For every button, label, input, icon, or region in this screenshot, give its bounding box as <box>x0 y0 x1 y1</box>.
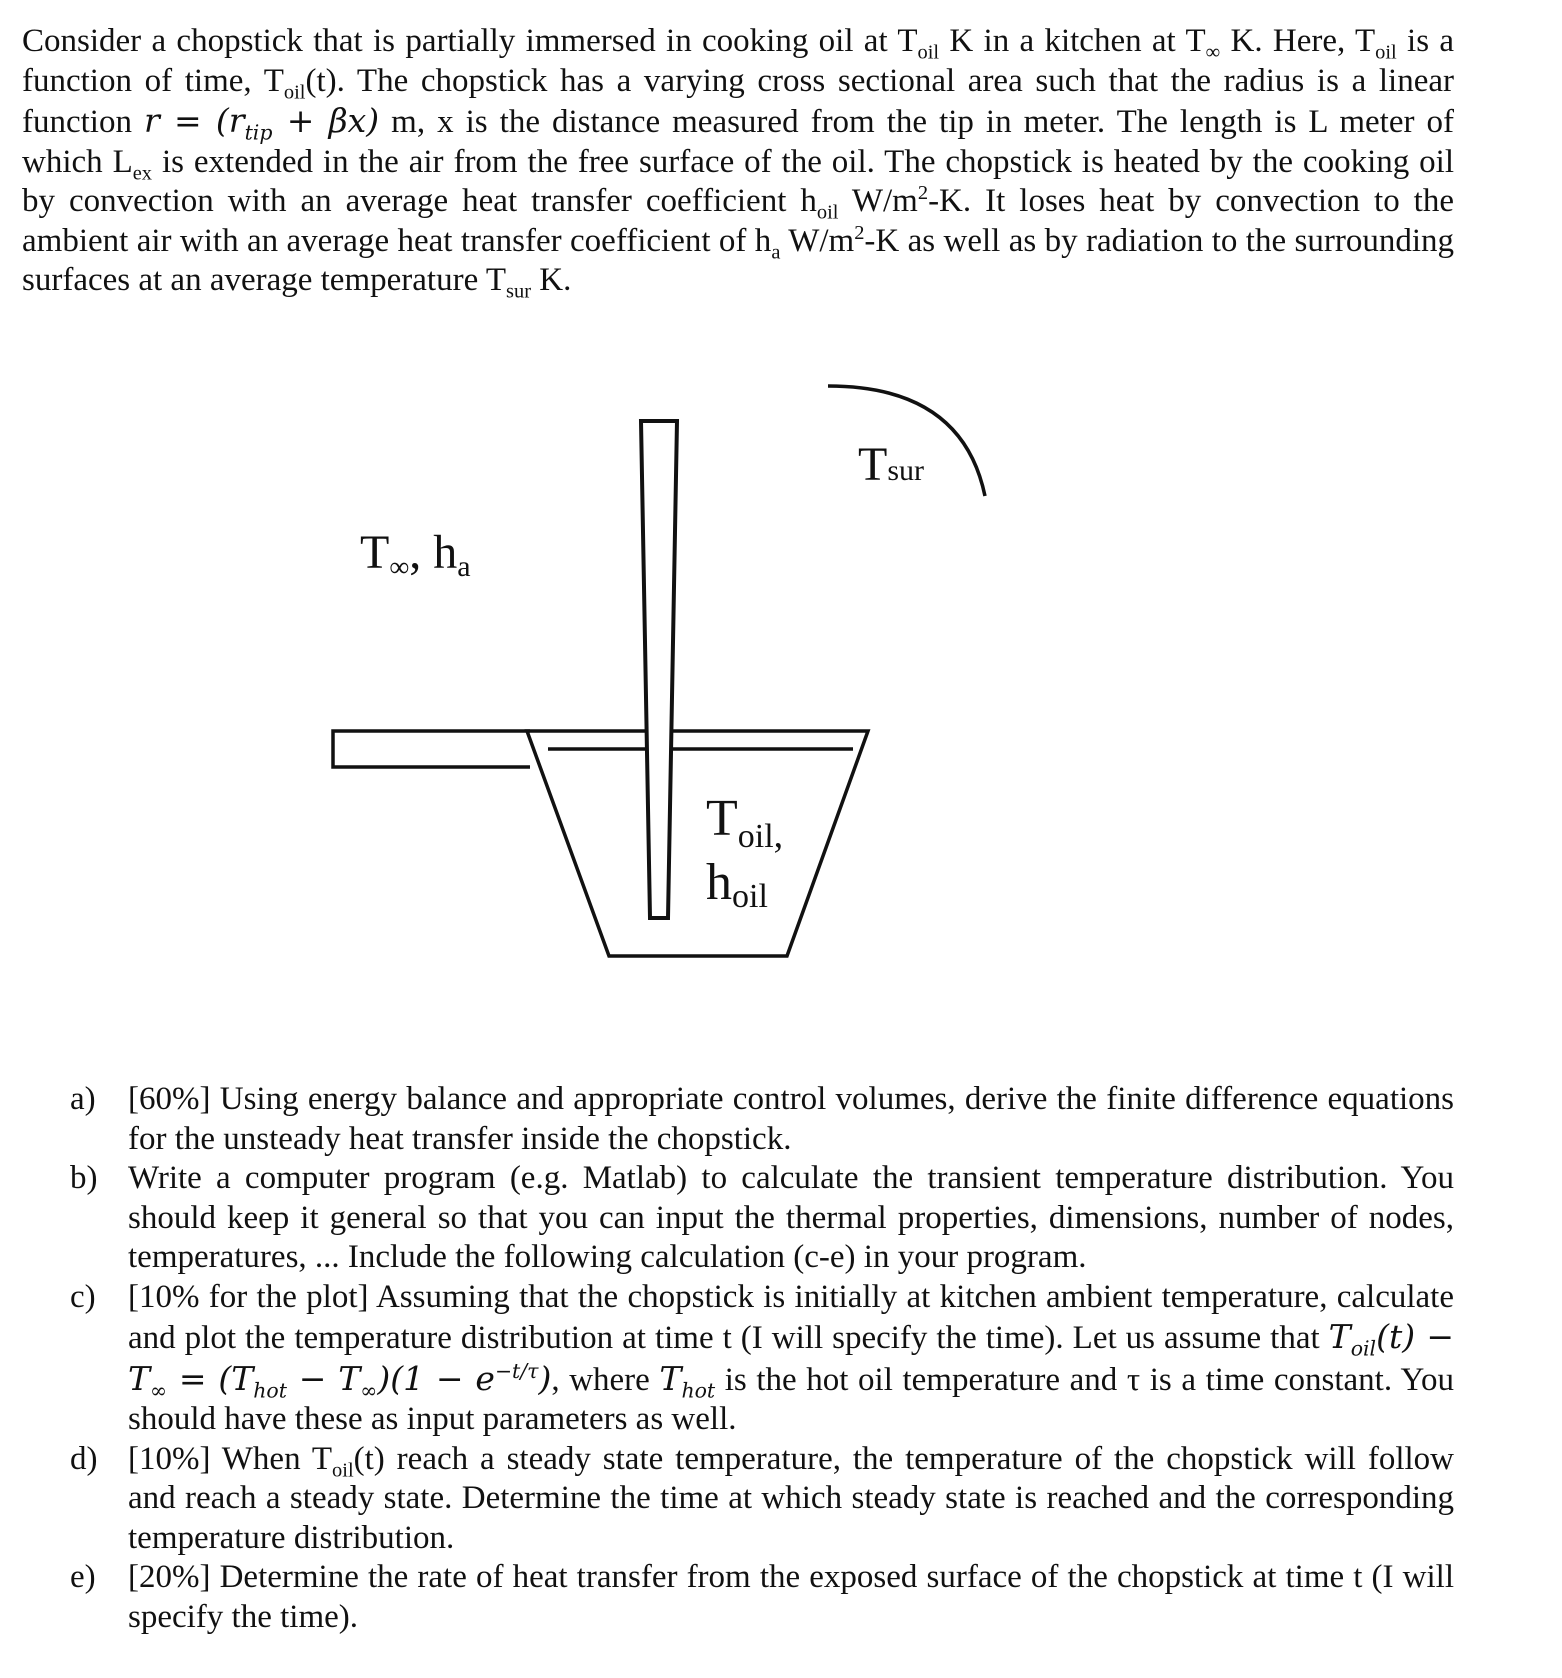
subscript: ∞ <box>1205 41 1221 64</box>
question-c <box>70 1278 1454 1440</box>
question-text-part: is the hot oil temperature and τ is a time constant. You should have these as input parameters as well. <box>128 1361 1454 1437</box>
subscript: oil <box>1375 41 1397 64</box>
equation-part: = (T <box>167 1358 254 1398</box>
equation-part: r = (r <box>144 101 245 140</box>
ambient-label <box>360 526 471 583</box>
intro-text: -K. It loses heat by convection to the ambient air with an average heat transfer coefficient of h <box>22 183 1455 259</box>
superscript: 2 <box>854 221 865 244</box>
subscript: ∞ <box>360 1378 378 1403</box>
intro-text: -K as well as by radiation to the surrounding surfaces at an average temperature T <box>22 222 1454 298</box>
question-text <box>128 1440 1454 1559</box>
intro-text: K. Here, T <box>1220 23 1376 59</box>
intro-text: is a function of time, T <box>22 23 1455 99</box>
intro-text: m, x is the distance measured from the tip in meter. The length is L meter of which L <box>22 104 1454 180</box>
question-text-part: [10% for the plot] Assuming that the chopstick is initially at kitchen ambient temperature, calculate and plot the temperature distribution at time t (I will specify the time). Let us assume that <box>128 1278 1454 1356</box>
question-text-part: [10%] When T <box>128 1440 333 1477</box>
question-text: Write a computer program (e.g. Matlab) to calculate the transient temperature distribution. You should keep it general so that you can input the thermal properties, dimensions, number of nodes, temperatures, ... Include the following calculation (c-e) in your program. <box>128 1160 1454 1275</box>
toil-label <box>706 790 783 856</box>
question-marker: d) <box>70 1440 98 1477</box>
intro-text: is extended in the air from the free surface of the oil. The chopstick is heated by the cooking oil by convection with an average heat transfer coefficient h <box>22 143 1454 219</box>
toil-subscript: oil <box>737 818 774 855</box>
superscript: −t/τ <box>494 1358 539 1383</box>
question-text: [20%] Determine the rate of heat transfer from the exposed surface of the chopstick at time t (I will specify the time). <box>128 1559 1454 1635</box>
question-text: [60%] Using energy balance and appropriate control volumes, derive the finite difference equations for the unsteady heat transfer inside the chopstick. <box>128 1081 1454 1157</box>
toil-symbol: T <box>706 790 738 847</box>
pot-handle <box>333 731 530 767</box>
superscript: 2 <box>917 182 929 204</box>
pot-body <box>527 731 868 956</box>
question-marker: c) <box>70 1278 96 1315</box>
question-text-part: (t) reach a steady state temperature, the temperature of the chopstick will follow and reach a steady state. Determine the time at which steady state is reached and the corresponding temperature distribution. <box>128 1440 1454 1556</box>
question-marker: a) <box>70 1081 96 1117</box>
subscript: tip <box>244 120 273 145</box>
question-d <box>70 1440 1454 1559</box>
question-e <box>70 1558 1454 1637</box>
equation-part: + βx) <box>272 101 380 140</box>
intro-text: K in a kitchen at T <box>939 23 1206 59</box>
tinf-symbol: T <box>360 526 390 579</box>
question-b <box>70 1159 1454 1278</box>
intro-text: W/m <box>780 222 855 259</box>
equation-part: ) <box>538 1358 552 1398</box>
subscript: a <box>771 241 781 264</box>
intro-text: (t). The chopstick has a varying cross sectional area such that the radius is a linear function <box>22 62 1454 140</box>
toil-comma: , <box>773 814 784 856</box>
equation-part: − T <box>286 1358 361 1398</box>
question-a <box>70 1080 1454 1159</box>
question-marker: b) <box>70 1160 98 1196</box>
hoil-subscript: oil <box>732 878 768 915</box>
subscript: hot <box>681 1378 716 1403</box>
subscript: ∞ <box>150 1378 168 1403</box>
subscript: oil <box>332 1459 354 1482</box>
question-list <box>70 1080 1454 1637</box>
equation-part: T <box>659 1358 682 1398</box>
hoil-symbol: h <box>706 854 732 911</box>
subscript: sur <box>506 280 532 303</box>
equation-part: (t) − T <box>128 1317 1454 1398</box>
equation-part: T <box>1328 1317 1351 1356</box>
question-text <box>128 1278 1454 1440</box>
tinf-subscript: ∞ <box>389 552 410 583</box>
subscript: oil <box>283 81 306 104</box>
question-marker: e) <box>70 1559 96 1595</box>
subscript: oil <box>917 41 940 64</box>
hoil-label <box>706 854 768 915</box>
tsur-symbol: T <box>858 438 888 491</box>
tsur-subscript: sur <box>887 454 924 487</box>
subscript: oil <box>1350 1336 1377 1361</box>
subscript: oil <box>816 201 839 224</box>
subscript: ex <box>132 162 153 185</box>
equation-part: )(1 − e <box>377 1358 495 1398</box>
intro-text: Consider a chopstick that is partially immersed in cooking oil at T <box>22 23 918 59</box>
intro-text: K. <box>531 262 572 298</box>
chopstick <box>641 421 677 918</box>
subscript: hot <box>253 1378 287 1403</box>
thot-symbol <box>659 1358 716 1403</box>
intro-text: W/m <box>838 183 918 219</box>
question-text-part: , where <box>551 1361 660 1398</box>
ha-subscript: a <box>457 550 471 583</box>
ha-symbol: , h <box>409 526 458 579</box>
tsur-label <box>858 438 924 491</box>
